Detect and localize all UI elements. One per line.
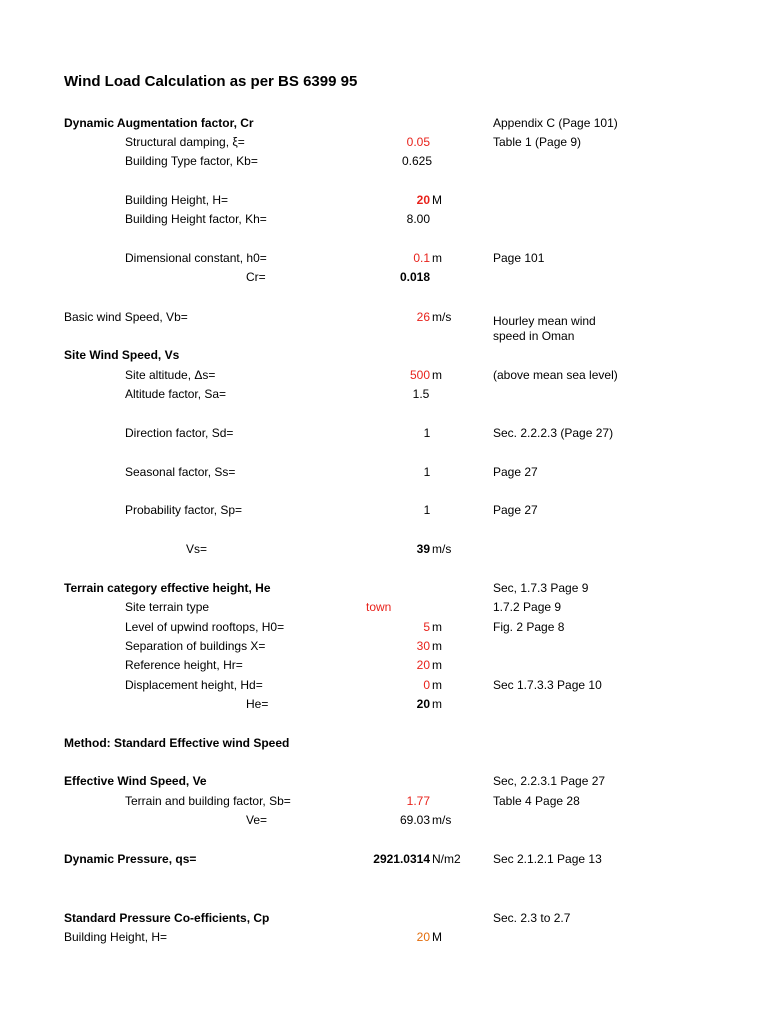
altitude-unit: m <box>432 368 442 382</box>
vb-value: 26 <box>416 310 430 324</box>
ve-unit: m/s <box>432 813 452 827</box>
ve-section-heading: Effective Wind Speed, Ve <box>64 774 207 788</box>
upwind-rooftops-label: Level of upwind rooftops, H0= <box>125 620 285 634</box>
vb-ref-line2: speed in Oman <box>493 329 575 343</box>
he-section-heading: Terrain category effective height, He <box>64 581 271 595</box>
vb-ref <box>493 314 596 344</box>
cp-building-height-unit: M <box>432 930 442 944</box>
damping-label: Structural damping, ξ= <box>125 135 245 149</box>
kb-value: 0.625 <box>401 154 432 168</box>
ss-value: 1 <box>423 465 431 479</box>
vb-ref-line1: Hourley mean wind <box>493 314 596 328</box>
qs-label: Dynamic Pressure, qs= <box>64 852 197 866</box>
cp-section-heading: Standard Pressure Co-efficients, Cp <box>64 911 270 925</box>
method-heading: Method: Standard Effective wind Speed <box>64 736 290 750</box>
damping-ref: Table 1 (Page 9) <box>493 135 582 149</box>
ve-label: Ve= <box>246 813 268 827</box>
reference-height-unit: m <box>432 658 442 672</box>
displacement-height-value: 0 <box>423 678 430 692</box>
cr-section-heading: Dynamic Augmentation factor, Cr <box>64 116 254 130</box>
sa-value: 1.5 <box>412 387 430 401</box>
sb-label: Terrain and building factor, Sb= <box>125 794 291 808</box>
cr-label: Cr= <box>246 270 266 284</box>
qs-value: 2921.0314 <box>373 852 430 866</box>
he-value: 20 <box>416 697 430 711</box>
ve-section-ref: Sec, 2.2.3.1 Page 27 <box>493 774 606 788</box>
building-height-value: 20 <box>416 193 430 207</box>
he-section-ref: Sec, 1.7.3 Page 9 <box>493 581 589 595</box>
vs-section-heading: Site Wind Speed, Vs <box>64 348 180 362</box>
h0-label: Dimensional constant, h0= <box>125 251 267 265</box>
altitude-value: 500 <box>409 368 430 382</box>
building-separation-label: Separation of buildings X= <box>125 639 266 653</box>
upwind-rooftops-unit: m <box>432 620 442 634</box>
kb-label: Building Type factor, Kb= <box>125 154 258 168</box>
terrain-type-label: Site terrain type <box>125 600 210 614</box>
qs-unit: N/m2 <box>432 852 461 866</box>
page-title: Wind Load Calculation as per BS 6399 95 <box>64 73 358 90</box>
h0-unit: m <box>432 251 442 265</box>
cp-section-ref: Sec. 2.3 to 2.7 <box>493 911 571 925</box>
vb-label: Basic wind Speed, Vb= <box>64 310 188 324</box>
vs-label: Vs= <box>186 542 208 556</box>
sp-value: 1 <box>423 503 431 517</box>
vb-unit: m/s <box>432 310 452 324</box>
altitude-ref: (above mean sea level) <box>493 368 618 382</box>
he-label: He= <box>246 697 269 711</box>
sd-ref: Sec. 2.2.2.3 (Page 27) <box>493 426 614 440</box>
building-separation-unit: m <box>432 639 442 653</box>
cp-building-height-value: 20 <box>416 930 430 944</box>
upwind-rooftops-ref: Fig. 2 Page 8 <box>493 620 565 634</box>
sp-label: Probability factor, Sp= <box>125 503 243 517</box>
ss-label: Seasonal factor, Ss= <box>125 465 236 479</box>
sb-ref: Table 4 Page 28 <box>493 794 580 808</box>
displacement-height-label: Displacement height, Hd= <box>125 678 263 692</box>
kh-label: Building Height factor, Kh= <box>125 212 267 226</box>
vs-unit: m/s <box>432 542 452 556</box>
displacement-height-unit: m <box>432 678 442 692</box>
sb-value: 1.77 <box>406 794 430 808</box>
building-height-label: Building Height, H= <box>125 193 229 207</box>
sd-label: Direction factor, Sd= <box>125 426 234 440</box>
he-unit: m <box>432 697 442 711</box>
ss-ref: Page 27 <box>493 465 538 479</box>
reference-height-value: 20 <box>416 658 430 672</box>
damping-value: 0.05 <box>406 135 430 149</box>
displacement-height-ref: Sec 1.7.3.3 Page 10 <box>493 678 602 692</box>
sd-value: 1 <box>423 426 431 440</box>
kh-value: 8.00 <box>406 212 430 226</box>
h0-value: 0.1 <box>413 251 430 265</box>
upwind-rooftops-value: 5 <box>423 620 430 634</box>
ve-value: 69.03 <box>399 813 430 827</box>
qs-ref: Sec 2.1.2.1 Page 13 <box>493 852 602 866</box>
sp-ref: Page 27 <box>493 503 538 517</box>
building-height-unit: M <box>432 193 442 207</box>
building-separation-value: 30 <box>416 639 430 653</box>
sa-label: Altitude factor, Sa= <box>125 387 227 401</box>
vs-value: 39 <box>416 542 430 556</box>
terrain-type-ref: 1.7.2 Page 9 <box>493 600 562 614</box>
cp-building-height-label: Building Height, H= <box>64 930 168 944</box>
cr-value: 0.018 <box>399 270 430 284</box>
h0-ref: Page 101 <box>493 251 545 265</box>
cr-section-ref: Appendix C (Page 101) <box>493 116 618 130</box>
reference-height-label: Reference height, Hr= <box>125 658 243 672</box>
altitude-label: Site altitude, Δs= <box>125 368 216 382</box>
terrain-type-value: town <box>366 600 392 614</box>
